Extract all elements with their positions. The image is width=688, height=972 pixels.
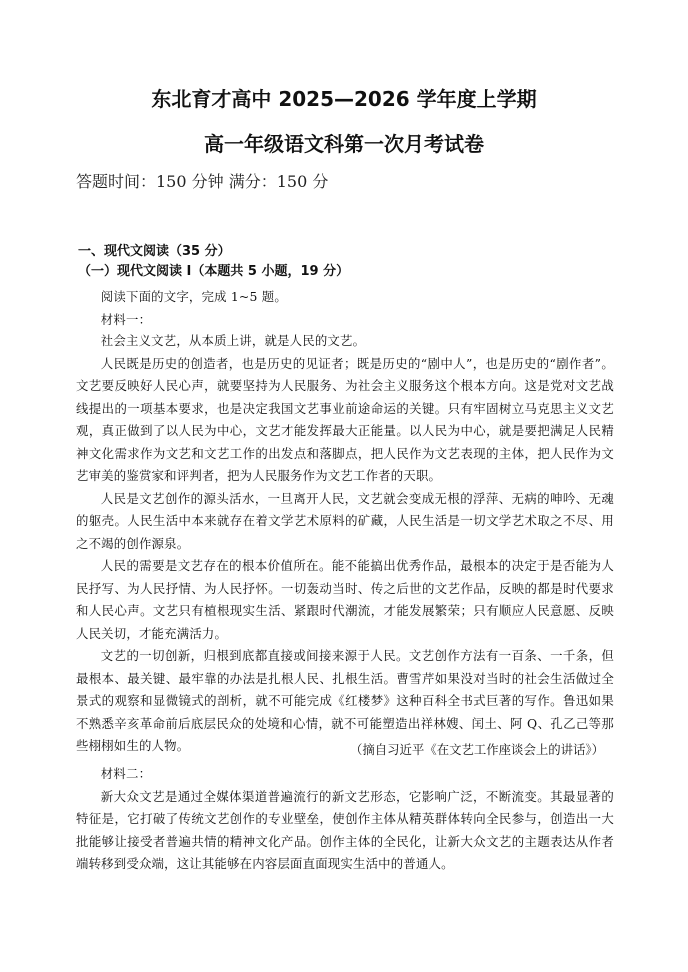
article-paragraph: 人民既是历史的创造者，也是历史的见证者；既是历史的“剧中人”，也是历史的“剧作者”。文艺要反映好人民心声，就要坚持为人民服务、为社会主义服务这个根本方向。这是党对文艺战线提出的一项基本要求，也是决定我国文艺事业前途命运的关键。只有牢固树立马克思主义文艺观，真正做到了以人民为中心，文艺才能发挥最大正能量。以人民为中心，就是要把满足人民精神文化需求作为文艺和文艺工作的出发点和落脚点，把人民作为文艺表现的主体，把人民作为文艺审美的鉴赏家和评判者，把为人民服务作为文艺工作者的天职。 — [76, 355, 614, 483]
article-paragraph: 人民的需要是文艺存在的根本价值所在。能不能搞出优秀作品，最根本的决定于是否能为人民抒写、为人民抒情、为人民抒怀。一切轰动当时、传之后世的文艺作品，反映的都是时代要求和人民心声。文艺只有植根现实生活、紧跟时代潮流，才能发展繁荣；只有顺应人民意愿、反映人民关切，才能充满活力。 — [76, 558, 614, 641]
exam-title-line1: 东北育才高中 2025—2026 学年度上学期 — [151, 87, 537, 111]
article-paragraph: 文艺的一切创新，归根到底都直接或间接来源于人民。文艺创作方法有一百条、一千条，但最根本、最关键、最牢靠的办法是扎根人民、扎根生活。曹雪芹如果没对当时的社会生活做过全景式的观察和显微镜式的剖析，就不可能完成《红楼梦》这种百科全书式巨著的写作。鲁迅如果不熟悉辛亥革命前后底层民众的处境和心情，就不可能塑造出祥林嫂、闰土、阿 Q、孔乙己等那些栩栩如生的人物。 — [76, 648, 614, 753]
article-paragraph: 社会主义文艺，从本质上讲，就是人民的文艺。 — [100, 333, 366, 348]
instruction-block — [76, 286, 614, 331]
article-paragraph: 人民是文艺创作的源头活水，一旦离开人民，文艺就会变成无根的浮萍、无病的呻吟、无魂的躯壳。人民生活中本来就存在着文学艺术原料的矿藏，人民生活是一切文学艺术取之不尽、用之不竭的创作源泉。 — [76, 490, 614, 551]
reading-instruction: 阅读下面的文字，完成 1~5 题。 — [100, 289, 287, 304]
subsection-heading: （一）现代文阅读 I（本题共 5 小题，19 分） — [78, 264, 350, 279]
section-heading: 一、现代文阅读（35 分） — [78, 244, 231, 259]
exam-time-and-score: 答题时间：150 分钟 满分：150 分 — [76, 172, 329, 191]
material1-label: 材料一： — [100, 311, 152, 327]
material1-article — [76, 330, 614, 758]
article-source: （摘自习近平《在文艺工作座谈会上的讲话》） — [349, 742, 604, 757]
material2-label: 材料二： — [100, 766, 152, 781]
article-paragraph: 新大众文艺是通过全媒体渠道普遍流行的新文艺形态，它影响广泛，不断流变。其最显著的特征是，它打破了传统文艺创作的专业壁垒，使创作主体从精英群体转向全民参与，创造出一大批能够让接受者普遍共情的精神文化产品。创作主体的全民化，让新大众文艺的主题表达从作者端转移到受众端，这让其能够在内容层面直面现实生活中的普通人。 — [76, 788, 614, 871]
material2-article — [76, 763, 614, 876]
exam-title-line2: 高一年级语文科第一次月考试卷 — [204, 132, 484, 156]
